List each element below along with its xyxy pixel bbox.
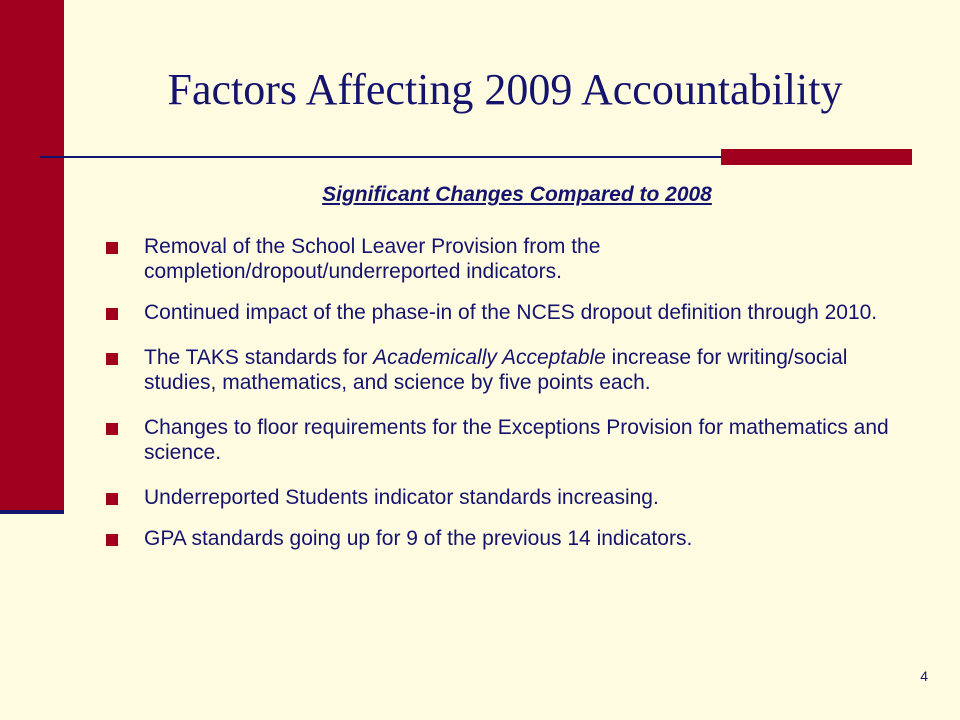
slide-subtitle: Significant Changes Compared to 2008 [322, 183, 712, 206]
bullet-list [104, 234, 920, 571]
emphasis-text: Academically Acceptable [373, 346, 606, 369]
bullet-text: Underreported Students indicator standards increasing. [144, 486, 659, 509]
left-accent-bar [0, 0, 64, 510]
left-accent-underline [0, 510, 64, 514]
bullet-item [104, 234, 920, 284]
bullet-item [104, 485, 920, 510]
bullet-text: The TAKS standards for Academically Acceptable increase for writing/social studies, mathematics, and science by five points each. [144, 346, 848, 394]
square-bullet-icon [106, 308, 118, 320]
square-bullet-icon [106, 353, 118, 365]
square-bullet-icon [106, 423, 118, 435]
title-divider-block [721, 149, 912, 165]
slide-title: Factors Affecting 2009 Accountability [167, 65, 843, 114]
bullet-item [104, 300, 920, 325]
square-bullet-icon [106, 242, 118, 254]
bullet-item [104, 526, 920, 551]
square-bullet-icon [106, 534, 118, 546]
bullet-item [104, 345, 920, 395]
bullet-item [104, 415, 920, 465]
page-number: 4 [920, 668, 928, 684]
bullet-text: Removal of the School Leaver Provision from the completion/dropout/underreported indicators. [144, 235, 601, 283]
bullet-text: Changes to floor requirements for the Exceptions Provision for mathematics and science. [144, 416, 889, 464]
bullet-text: Continued impact of the phase-in of the NCES dropout definition through 2010. [144, 301, 878, 324]
square-bullet-icon [106, 493, 118, 505]
bullet-text: GPA standards going up for 9 of the previous 14 indicators. [144, 527, 693, 550]
